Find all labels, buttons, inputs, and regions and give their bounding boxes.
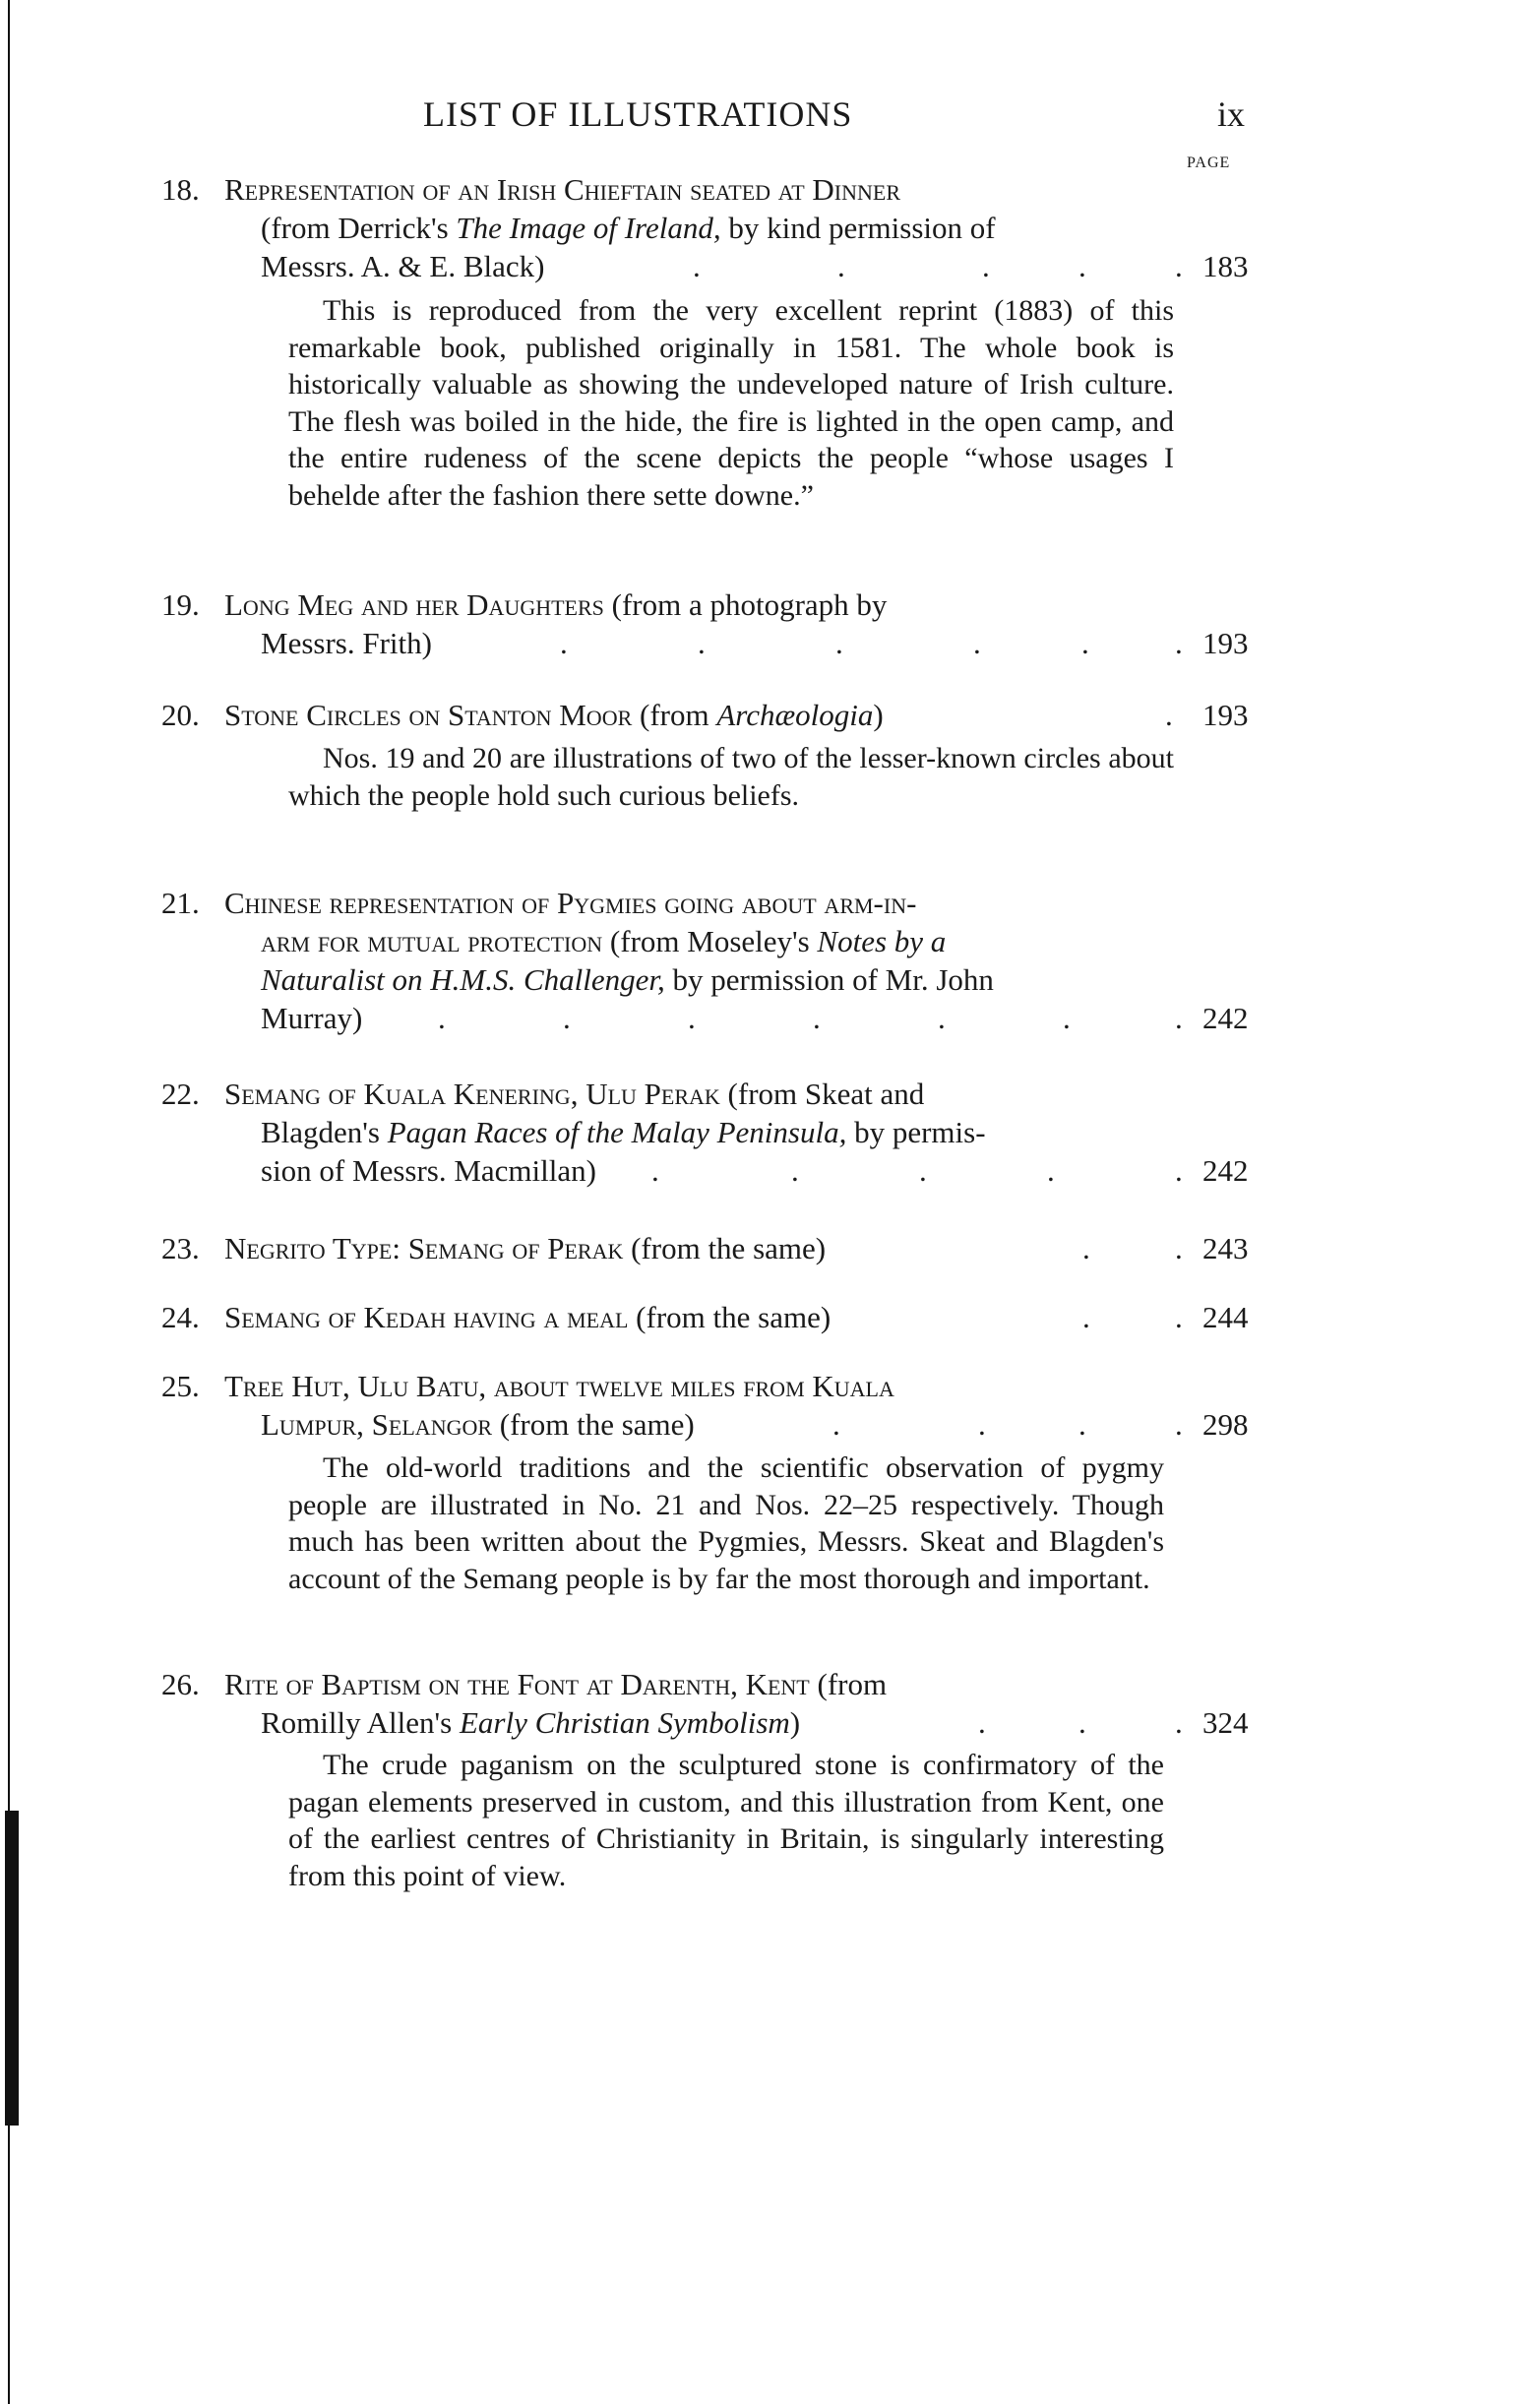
entry-note: The old-world traditions and the scientific observation of pygmy people are illustrated in No. 21 and Nos. 22–25 respectively. Though much has been written about the Pygmies, Messrs. Skeat and Blagden's account of the Semang people is by far the most thorough and important.	[288, 1451, 1164, 1595]
entry-text: Rite of Baptism on the Font at Darenth, Kent (from	[224, 1667, 888, 1701]
illustration-entry-23	[161, 1229, 1254, 1267]
entry-title: Chinese representation of Pygmies going about arm-in-	[224, 886, 917, 920]
entry-note: The crude paganism on the sculptured stone is confirmatory of the pagan elements preserved in custom, and this illustration from Kent, one of the earliest centres of Christianity in Britain, is singularly interesting from this point of view.	[288, 1749, 1164, 1892]
entry-line: 20. Stone Circles on Stanton Moor (from Archæologia) . 193	[161, 698, 1249, 732]
entry-text: Murray)	[261, 1001, 363, 1035]
entry-line: 23. Negrito Type: Semang of Perak (from the same) . . 243	[161, 1231, 1249, 1265]
page-reference: 243	[1202, 1231, 1249, 1265]
page-reference: 183	[1202, 249, 1249, 283]
entry-text: Stone Circles on Stanton Moor (from Archæologia)	[224, 698, 884, 732]
entry-line	[161, 922, 1254, 960]
entry-line: Lumpur, Selangor (from the same) . . . . 298	[261, 1407, 1249, 1442]
entry-text: Messrs. Frith)	[261, 626, 432, 660]
header-title: LIST OF ILLUSTRATIONS	[423, 94, 853, 134]
page-reference: 298	[1202, 1407, 1249, 1442]
illustration-entry-20	[161, 696, 1254, 734]
entry-line	[161, 1665, 1254, 1703]
entry-line	[161, 1113, 1254, 1151]
entry-number: 20.	[161, 698, 200, 732]
entry-text: Long Meg and her Daughters (from a photograph by	[224, 587, 888, 622]
entry-line: Murray) . . . . . . . 242	[261, 1001, 1249, 1035]
entry-line	[161, 170, 1254, 209]
page-reference: 193	[1202, 626, 1249, 660]
entry-text: Naturalist on H.M.S. Challenger, by permission of Mr. John	[261, 962, 994, 997]
page-reference: 242	[1202, 1153, 1249, 1188]
illustration-entry-25	[161, 1367, 1254, 1444]
entry-text: (from Derrick's The Image of Ireland, by kind permission of	[261, 211, 996, 245]
illustration-entry-26	[161, 1665, 1254, 1742]
entry-line	[161, 884, 1254, 922]
entry-line: 24. Semang of Kedah having a meal (from the same) . . 244	[161, 1300, 1249, 1334]
illustration-entry-21	[161, 884, 1254, 1037]
entry-text: sion of Messrs. Macmillan)	[261, 1153, 596, 1188]
entry-text: Semang of Kuala Kenering, Ulu Perak (from Skeat and	[224, 1077, 925, 1111]
running-header	[0, 93, 1540, 143]
entry-line	[161, 1367, 1254, 1405]
entry-line	[161, 960, 1254, 999]
entry-text: Romilly Allen's Early Christian Symbolism)	[261, 1705, 801, 1740]
entry-title: Tree Hut, Ulu Batu, about twelve miles from Kuala	[224, 1369, 894, 1403]
illustration-entry-19	[161, 586, 1254, 662]
header-page-number: ix	[1217, 94, 1246, 134]
entry-number: 24.	[161, 1300, 200, 1334]
entry-line	[161, 209, 1254, 247]
entry-line: Messrs. Frith) . . . . . . 193	[261, 626, 1249, 660]
page-reference: 244	[1202, 1300, 1249, 1334]
page-column-label: PAGE	[1187, 154, 1231, 171]
illustration-entry-24	[161, 1298, 1254, 1336]
illustration-entry-22	[161, 1075, 1254, 1190]
entry-note: This is reproduced from the very excellent reprint (1883) of this remarkable book, published originally in 1581. The whole book is historically valuable as showing the undeveloped nature of Irish culture. The flesh was boiled in the hide, the fire is lighted in the open camp, and the entire rudeness of the scene depicts the people “whose usages I behelde after the fashion there sette downe.”	[288, 294, 1174, 512]
entry-line: Romilly Allen's Early Christian Symbolism) . . . 324	[261, 1705, 1249, 1740]
entry-line	[161, 1075, 1254, 1113]
entry-text: Blagden's Pagan Races of the Malay Peninsula, by permis-	[261, 1115, 986, 1149]
illustration-entry-18	[161, 170, 1254, 285]
entry-number: 18.	[161, 172, 200, 207]
entry-line: Messrs. A. & E. Black) . . . . . 183	[261, 249, 1249, 283]
entry-line: sion of Messrs. Macmillan) . . . . . 242	[261, 1153, 1249, 1188]
entry-number: 21.	[161, 886, 200, 920]
entry-note: Nos. 19 and 20 are illustrations of two of the lesser-known circles about which the people hold such curious beliefs.	[288, 742, 1174, 812]
entry-text: Lumpur, Selangor (from the same)	[261, 1407, 695, 1442]
entry-number: 23.	[161, 1231, 200, 1265]
entry-number: 25.	[161, 1369, 200, 1403]
entry-number: 22.	[161, 1077, 200, 1111]
entry-text: Negrito Type: Semang of Perak (from the same)	[224, 1231, 827, 1265]
entry-text: arm for mutual protection (from Moseley's Notes by a	[261, 924, 947, 958]
entry-number: 26.	[161, 1667, 200, 1701]
entry-text: Semang of Kedah having a meal (from the same)	[224, 1300, 832, 1334]
entry-title: Representation of an Irish Chieftain seated at Dinner	[224, 172, 901, 207]
entry-number: 19.	[161, 587, 200, 622]
page-reference: 324	[1202, 1705, 1249, 1740]
entry-line	[161, 586, 1254, 624]
page-reference: 193	[1202, 698, 1249, 732]
entry-text: Messrs. A. & E. Black)	[261, 249, 545, 283]
page-reference: 242	[1202, 1001, 1249, 1035]
page-edge-shadow	[5, 1811, 19, 2126]
